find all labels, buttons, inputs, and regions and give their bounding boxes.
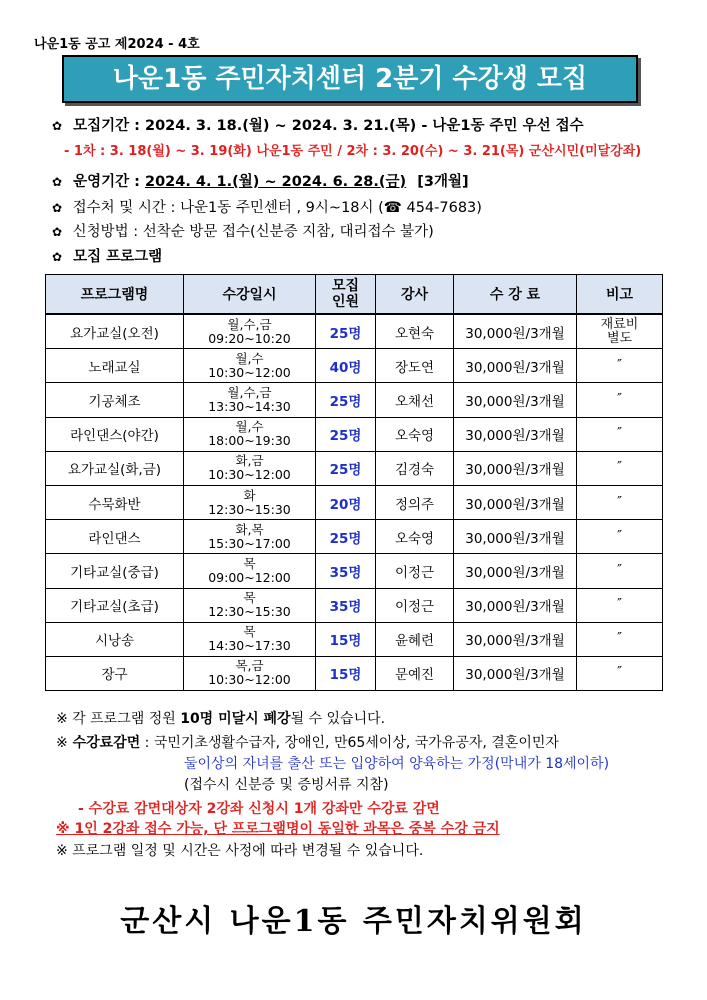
schedule-cell xyxy=(184,520,316,554)
header-capacity: 모집 인원 xyxy=(316,275,376,315)
schedule-days: 화 xyxy=(243,487,256,503)
flower-bullet-icon: ✿ xyxy=(52,225,63,239)
table-row xyxy=(46,554,663,588)
table-header-row xyxy=(46,275,663,315)
recruit-label: 모집기간 : xyxy=(73,118,140,134)
schedule-cell xyxy=(184,383,316,417)
note-cell: ″ xyxy=(577,383,663,417)
schedule-days: 화,목 xyxy=(235,521,264,537)
reference-mark: ※ xyxy=(56,711,68,727)
schedule-days: 월,수 xyxy=(235,350,264,366)
schedule-days: 목 xyxy=(243,624,256,640)
method-line xyxy=(52,220,434,241)
program-name-cell: 시낭송 xyxy=(46,622,184,656)
note-cell: ″ xyxy=(577,656,663,690)
operation-label: 운영기간 : xyxy=(73,174,140,190)
instructor-cell: 이정근 xyxy=(376,554,454,588)
schedule-days: 월,수,금 xyxy=(227,316,272,332)
operation-months: [3개월] xyxy=(417,174,469,190)
cancel-bold: 10명 미달시 폐강 xyxy=(180,711,291,727)
discount-line3: (접수시 신분증 및 증빙서류 지참) xyxy=(184,777,389,793)
schedule-cell xyxy=(184,314,316,349)
fee-cell: 30,000원/3개월 xyxy=(454,656,577,690)
note-cell: ″ xyxy=(577,417,663,451)
fee-cell: 30,000원/3개월 xyxy=(454,314,577,349)
program-name-cell: 요가교실(화,금) xyxy=(46,451,184,485)
program-name-cell: 요가교실(오전) xyxy=(46,314,184,349)
capacity-cell: 15명 xyxy=(316,622,376,656)
note-cell: ″ xyxy=(577,588,663,622)
schedule-change-text: 프로그램 일정 및 시간은 사정에 따라 변경될 수 있습니다. xyxy=(67,843,424,859)
schedule-days: 목 xyxy=(243,555,256,571)
instructor-cell: 오현숙 xyxy=(376,314,454,349)
schedule-cell xyxy=(184,417,316,451)
recruit-priority: - 나운1동 주민 우선 접수 xyxy=(416,118,584,134)
program-heading: 모집 프로그램 xyxy=(73,249,163,265)
cancel-pre: 각 프로그램 정원 xyxy=(67,711,181,727)
schedule-change-notice xyxy=(56,840,423,860)
instructor-cell: 오숙영 xyxy=(376,520,454,554)
instructor-cell: 장도연 xyxy=(376,349,454,383)
table-row xyxy=(46,622,663,656)
reception-text: 접수처 및 시간 : 나운1동 주민센터 , 9시~18시 ( xyxy=(72,200,384,216)
table-row xyxy=(46,656,663,690)
fee-cell: 30,000원/3개월 xyxy=(454,451,577,485)
program-name-cell: 수묵화반 xyxy=(46,485,184,519)
instructor-cell: 윤혜련 xyxy=(376,622,454,656)
header-note: 비고 xyxy=(577,275,663,315)
recruit-detail: - 1차 : 3. 18(월) ~ 3. 19(화) 나운1동 주민 / 2차 : 3. 20(수) ~ 3. 21(목) 군산시민(미달강좌) xyxy=(64,144,642,159)
discount-line2: 둘이상의 자녀를 출산 또는 입양하여 양육하는 가정(막내가 18세이하) xyxy=(184,756,610,772)
operation-period-line xyxy=(52,170,469,191)
page-title: 나운1동 주민자치센터 2분기 수강생 모집 xyxy=(62,55,638,103)
fee-cell: 30,000원/3개월 xyxy=(454,349,577,383)
table-row xyxy=(46,588,663,622)
table-row xyxy=(46,520,663,554)
schedule-time: 12:30~15:30 xyxy=(208,501,291,517)
table-row xyxy=(46,314,663,349)
schedule-cell xyxy=(184,349,316,383)
capacity-cell: 25명 xyxy=(316,417,376,451)
instructor-cell: 오채선 xyxy=(376,383,454,417)
program-name-cell: 라인댄스 xyxy=(46,520,184,554)
schedule-time: 14:30~17:30 xyxy=(208,638,291,654)
table-row xyxy=(46,349,663,383)
flower-bullet-icon: ✿ xyxy=(52,119,63,133)
instructor-cell: 이정근 xyxy=(376,588,454,622)
capacity-cell: 25명 xyxy=(316,383,376,417)
reference-mark: ※ xyxy=(56,843,68,859)
instructor-cell: 정의주 xyxy=(376,485,454,519)
capacity-cell: 25명 xyxy=(316,520,376,554)
note-cell: ″ xyxy=(577,485,663,519)
fee-cell: 30,000원/3개월 xyxy=(454,417,577,451)
schedule-time: 13:30~14:30 xyxy=(208,398,291,414)
header-instructor: 강사 xyxy=(376,275,454,315)
capacity-cell: 35명 xyxy=(316,554,376,588)
discount-label: 수강료감면 xyxy=(67,735,141,751)
flower-bullet-icon: ✿ xyxy=(52,250,63,264)
instructor-cell: 문예진 xyxy=(376,656,454,690)
note-cell: ″ xyxy=(577,520,663,554)
fee-cell: 30,000원/3개월 xyxy=(454,520,577,554)
schedule-time: 10:30~12:00 xyxy=(208,672,291,688)
schedule-time: 15:30~17:00 xyxy=(208,535,291,551)
reference-mark: ※ xyxy=(56,735,68,751)
duplicate-rule: ※ 1인 2강좌 접수 가능, 단 프로그램명이 동일한 과목은 중복 수강 금지 xyxy=(56,821,500,837)
schedule-days: 목 xyxy=(243,590,256,606)
note-cell: ″ xyxy=(577,622,663,656)
recruit-period: 2024. 3. 18.(월) ~ 2024. 3. 21.(목) xyxy=(145,118,417,134)
table-row xyxy=(46,451,663,485)
note-cell: ″ xyxy=(577,451,663,485)
flower-bullet-icon: ✿ xyxy=(52,175,63,189)
schedule-time: 12:30~15:30 xyxy=(208,604,291,620)
program-name-cell: 기타교실(중급) xyxy=(46,554,184,588)
capacity-cell: 40명 xyxy=(316,349,376,383)
flower-bullet-icon: ✿ xyxy=(52,201,63,215)
note-cell: 재료비 별도 xyxy=(577,314,663,349)
table-row xyxy=(46,417,663,451)
operation-period: 2024. 4. 1.(월) ~ 2024. 6. 28.(금) xyxy=(145,174,407,190)
schedule-time: 09:20~10:20 xyxy=(208,330,291,346)
notice-number: 나운1동 공고 제2024 - 4호 xyxy=(34,37,200,52)
fee-cell: 30,000원/3개월 xyxy=(454,383,577,417)
discount-notice xyxy=(56,732,559,752)
capacity-cell: 20명 xyxy=(316,485,376,519)
cancel-post: 될 수 있습니다. xyxy=(290,711,386,727)
discount-rule: - 수강료 감면대상자 2강좌 신청시 1개 강좌만 수강료 감면 xyxy=(78,801,440,817)
header-schedule: 수강일시 xyxy=(184,275,316,315)
schedule-time: 09:00~12:00 xyxy=(208,569,291,585)
capacity-cell: 25명 xyxy=(316,314,376,349)
schedule-cell xyxy=(184,622,316,656)
signature: 군산시 나운1동 주민자치위원회 xyxy=(120,904,587,939)
schedule-time: 10:30~12:00 xyxy=(208,467,291,483)
table-row xyxy=(46,383,663,417)
phone-icon: ☎ xyxy=(383,200,402,216)
schedule-cell xyxy=(184,485,316,519)
fee-cell: 30,000원/3개월 xyxy=(454,622,577,656)
program-table-body xyxy=(46,314,663,691)
note-cell: ″ xyxy=(577,349,663,383)
schedule-cell xyxy=(184,656,316,690)
reception-line xyxy=(52,196,482,217)
header-program-name: 프로그램명 xyxy=(46,275,184,315)
capacity-cell: 15명 xyxy=(316,656,376,690)
method-text: 신청방법 : 선착순 방문 접수(신분증 지참, 대리접수 불가) xyxy=(72,224,434,240)
recruit-period-line xyxy=(52,114,584,135)
schedule-time: 18:00~19:30 xyxy=(208,433,291,449)
note-cell: ″ xyxy=(577,554,663,588)
program-name-cell: 기타교실(초급) xyxy=(46,588,184,622)
discount-text: : 국민기초생활수급자, 장애인, 만65세이상, 국가유공자, 결혼이민자 xyxy=(140,735,559,751)
header-fee: 수 강 료 xyxy=(454,275,577,315)
schedule-days: 월,수 xyxy=(235,419,264,435)
program-name-cell: 기공체조 xyxy=(46,383,184,417)
schedule-cell xyxy=(184,588,316,622)
cancel-notice xyxy=(56,708,385,728)
program-name-cell: 노래교실 xyxy=(46,349,184,383)
program-name-cell: 장구 xyxy=(46,656,184,690)
schedule-time: 10:30~12:00 xyxy=(208,364,291,380)
capacity-cell: 35명 xyxy=(316,588,376,622)
fee-cell: 30,000원/3개월 xyxy=(454,588,577,622)
schedule-days: 월,수,금 xyxy=(227,384,272,400)
capacity-cell: 25명 xyxy=(316,451,376,485)
table-row xyxy=(46,485,663,519)
program-table xyxy=(45,274,663,691)
schedule-cell xyxy=(184,451,316,485)
program-name-cell: 라인댄스(야간) xyxy=(46,417,184,451)
fee-cell: 30,000원/3개월 xyxy=(454,485,577,519)
fee-cell: 30,000원/3개월 xyxy=(454,554,577,588)
instructor-cell: 오숙영 xyxy=(376,417,454,451)
schedule-days: 화,금 xyxy=(235,453,264,469)
schedule-days: 목,금 xyxy=(235,658,264,674)
program-heading-line xyxy=(52,245,162,266)
schedule-cell xyxy=(184,554,316,588)
reception-phone: 454-7683) xyxy=(401,200,482,216)
instructor-cell: 김경숙 xyxy=(376,451,454,485)
